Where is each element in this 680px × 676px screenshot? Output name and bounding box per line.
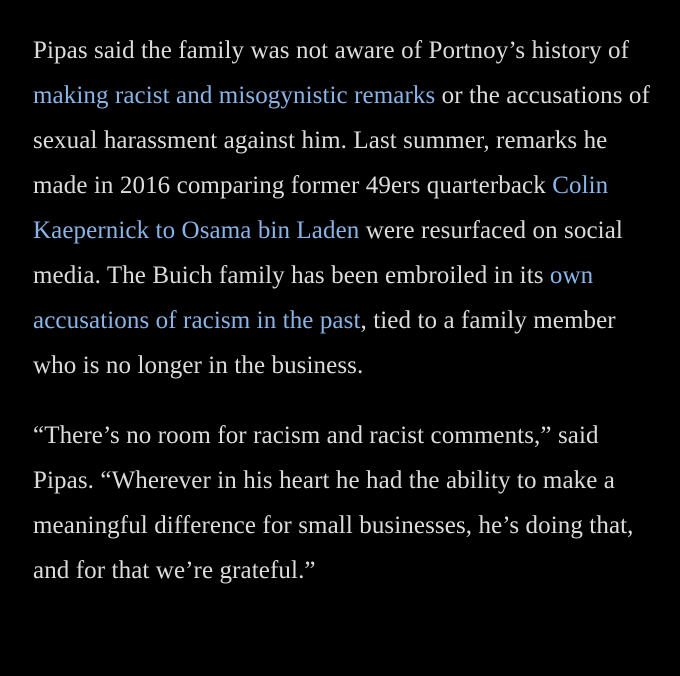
paragraph-1-text-1: Pipas said the family was not aware of Portnoy’s history of: [33, 37, 630, 64]
link-accusations-of-racism[interactable]: own accusations of racism in the past: [33, 262, 594, 334]
paragraph-1-text-4: , tied to a family member who is no longer in the business.: [33, 307, 616, 379]
paragraph-1-text-3: were resurfaced on social media. The Buich family has been embroiled in its: [33, 217, 623, 289]
article-body: [33, 28, 663, 593]
paragraph-1-text-2: or the accusations of sexual harassment against him. Last summer, remarks he made in 2016 comparing former 49ers quarterback: [33, 82, 650, 199]
link-kaepernick-osama[interactable]: Colin Kaepernick to Osama bin Laden: [33, 172, 609, 244]
paragraph-2-text: “There’s no room for racism and racist comments,” said Pipas. “Wherever in his heart he had the ability to make a meaningful difference for small businesses, he’s doing that, and for that we’re grateful.”: [33, 422, 634, 584]
paragraph-1: [33, 28, 663, 388]
link-racist-remarks[interactable]: making racist and misogynistic remarks: [33, 82, 436, 109]
paragraph-2: [33, 413, 663, 593]
